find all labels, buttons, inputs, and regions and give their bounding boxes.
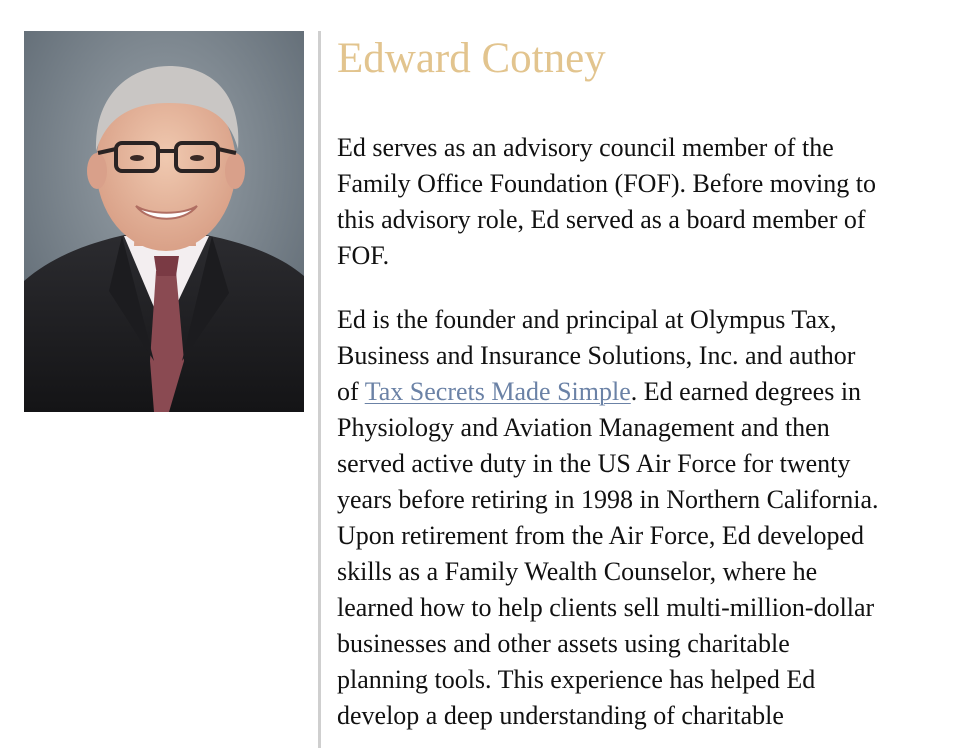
bio-paragraph-2-rest: . Ed earned degrees in Physiology and Aviation Management and then served active duty in the US Air Force for twenty years before retiring in 1998 in Northern California. Upon retirement from the Air Force, Ed developed skills as a Family Wealth Counselor, where he learned how to help clients sell multi-million-dollar businesses and other assets using charitable planning tools. This experience has helped Ed develop a deep understanding of charitable [337,377,879,730]
book-link[interactable]: Tax Secrets Made Simple [364,377,631,406]
bio-paragraph-2-intro: Ed is the founder and principal at Olympus Tax, Business and Insurance Solutions, Inc. and author of [337,305,856,406]
profile-photo [24,31,304,412]
vertical-divider [318,31,321,748]
portrait-illustration [24,31,304,412]
bio-paragraph-2 [337,302,882,734]
person-name: Edward Cotney [337,35,606,82]
bio-paragraph-1: Ed serves as an advisory council member of the Family Office Foundation (FOF). Before moving to this advisory role, Ed served as a board member of FOF. [337,133,876,270]
bio-section [337,30,897,734]
